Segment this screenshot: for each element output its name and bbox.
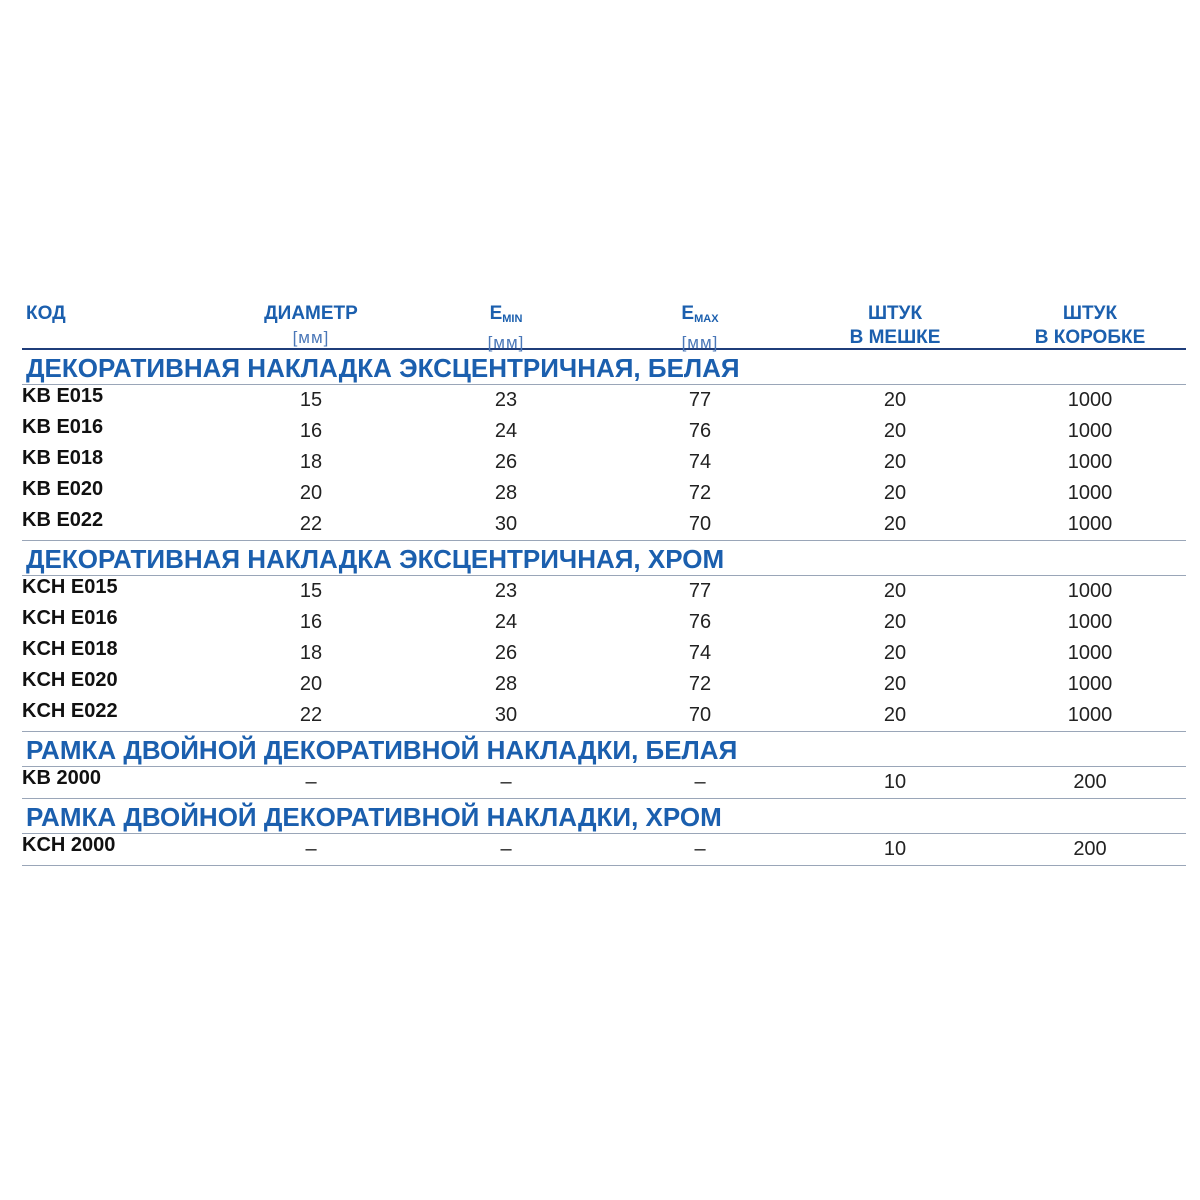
diameter-cell: 20 <box>299 482 323 504</box>
header-emin-label: E <box>489 303 503 324</box>
bag-cell: 20 <box>883 704 907 726</box>
bag-cell: 20 <box>883 673 907 695</box>
bag-cell: 20 <box>883 580 907 602</box>
emax-cell: 77 <box>688 580 712 602</box>
code-cell: KCH E022 <box>22 700 118 722</box>
diameter-cell: 22 <box>299 513 323 535</box>
box-cell: 200 <box>1073 838 1107 860</box>
header-emax <box>681 302 718 355</box>
emax-cell: 70 <box>688 513 712 535</box>
header-diameter <box>264 302 358 350</box>
emax-cell: 72 <box>688 482 712 504</box>
header-diameter-label: ДИАМЕТР <box>264 303 358 324</box>
code-cell: KB E022 <box>22 509 104 531</box>
header-diameter-unit: [мм] <box>292 328 330 347</box>
emin-cell: 26 <box>494 642 518 664</box>
header-emin-unit: [мм] <box>487 333 525 352</box>
table-row <box>22 669 1186 700</box>
box-cell: 1000 <box>1067 673 1113 695</box>
box-cell: 1000 <box>1067 420 1113 442</box>
section-title: ДЕКОРАТИВНАЯ НАКЛАДКА ЭКСЦЕНТРИЧНАЯ, ХРОМ <box>22 541 1186 576</box>
emin-cell: 24 <box>494 611 518 633</box>
diameter-cell: 15 <box>299 389 323 411</box>
code-cell: KCH 2000 <box>22 834 116 856</box>
emin-cell: 28 <box>494 673 518 695</box>
header-bag-line1: ШТУК <box>867 303 923 324</box>
diameter-cell: 16 <box>299 611 323 633</box>
section-title: РАМКА ДВОЙНОЙ ДЕКОРАТИВНОЙ НАКЛАДКИ, БЕЛАЯ <box>22 732 1186 767</box>
header-bag <box>850 302 941 350</box>
bag-cell: 20 <box>883 611 907 633</box>
table-row <box>22 700 1186 732</box>
header-box <box>1035 302 1146 350</box>
emin-cell: 30 <box>494 704 518 726</box>
diameter-cell: 18 <box>299 642 323 664</box>
bag-cell: 20 <box>883 451 907 473</box>
table-row <box>22 834 1186 866</box>
box-cell: 1000 <box>1067 704 1113 726</box>
header-bag-line2: В МЕШКЕ <box>849 327 941 348</box>
emin-cell: 24 <box>494 420 518 442</box>
box-cell: 1000 <box>1067 389 1113 411</box>
table-header <box>22 298 1186 350</box>
code-cell: KCH E018 <box>22 638 118 660</box>
header-emax-label: E <box>681 303 695 324</box>
emax-cell: 77 <box>688 389 712 411</box>
table-row <box>22 767 1186 799</box>
code-cell: KCH E015 <box>22 576 118 598</box>
emax-cell: 74 <box>688 642 712 664</box>
header-emax-sub: MAX <box>694 313 719 325</box>
table-row <box>22 447 1186 478</box>
table-row <box>22 416 1186 447</box>
diameter-cell: 22 <box>299 704 323 726</box>
emax-cell: 74 <box>688 451 712 473</box>
code-cell: KCH E016 <box>22 607 118 629</box>
box-cell: 1000 <box>1067 580 1113 602</box>
emin-cell: 28 <box>494 482 518 504</box>
emin-cell: 26 <box>494 451 518 473</box>
emax-cell: – <box>694 771 706 793</box>
table-row <box>22 478 1186 509</box>
box-cell: 1000 <box>1067 642 1113 664</box>
bag-cell: 10 <box>883 771 907 793</box>
header-box-line1: ШТУК <box>1062 303 1118 324</box>
emin-cell: 23 <box>494 580 518 602</box>
bag-cell: 20 <box>883 513 907 535</box>
table-row <box>22 638 1186 669</box>
bag-cell: 20 <box>883 482 907 504</box>
box-cell: 1000 <box>1067 611 1113 633</box>
bag-cell: 20 <box>883 389 907 411</box>
diameter-cell: 15 <box>299 580 323 602</box>
diameter-cell: 20 <box>299 673 323 695</box>
emin-cell: – <box>500 838 512 860</box>
table-body <box>22 350 1186 866</box>
box-cell: 1000 <box>1067 482 1113 504</box>
bag-cell: 10 <box>883 838 907 860</box>
diameter-cell: – <box>305 838 317 860</box>
emin-cell: 30 <box>494 513 518 535</box>
table-row <box>22 607 1186 638</box>
box-cell: 1000 <box>1067 513 1113 535</box>
emax-cell: 76 <box>688 611 712 633</box>
diameter-cell: – <box>305 771 317 793</box>
code-cell: KB E020 <box>22 478 104 500</box>
product-table <box>22 298 1186 866</box>
code-cell: KB E016 <box>22 416 104 438</box>
emax-cell: – <box>694 838 706 860</box>
box-cell: 200 <box>1073 771 1107 793</box>
header-emin-sub: MIN <box>502 313 523 325</box>
code-cell: KB 2000 <box>22 767 101 789</box>
emin-cell: 23 <box>494 389 518 411</box>
section-title: ДЕКОРАТИВНАЯ НАКЛАДКА ЭКСЦЕНТРИЧНАЯ, БЕЛАЯ <box>22 350 1186 385</box>
box-cell: 1000 <box>1067 451 1113 473</box>
bag-cell: 20 <box>883 642 907 664</box>
emin-cell: – <box>500 771 512 793</box>
table-row <box>22 576 1186 607</box>
header-box-line2: В КОРОБКЕ <box>1034 327 1146 348</box>
code-cell: KCH E020 <box>22 669 118 691</box>
bag-cell: 20 <box>883 420 907 442</box>
header-code-label: КОД <box>26 303 66 324</box>
code-cell: KB E018 <box>22 447 104 469</box>
diameter-cell: 18 <box>299 451 323 473</box>
header-code <box>26 302 66 326</box>
table-row <box>22 385 1186 416</box>
emax-cell: 76 <box>688 420 712 442</box>
emax-cell: 72 <box>688 673 712 695</box>
section-title: РАМКА ДВОЙНОЙ ДЕКОРАТИВНОЙ НАКЛАДКИ, ХРОМ <box>22 799 1186 834</box>
header-emin <box>488 302 525 355</box>
diameter-cell: 16 <box>299 420 323 442</box>
emax-cell: 70 <box>688 704 712 726</box>
header-emax-unit: [мм] <box>681 333 719 352</box>
code-cell: KB E015 <box>22 385 104 407</box>
table-row <box>22 509 1186 541</box>
